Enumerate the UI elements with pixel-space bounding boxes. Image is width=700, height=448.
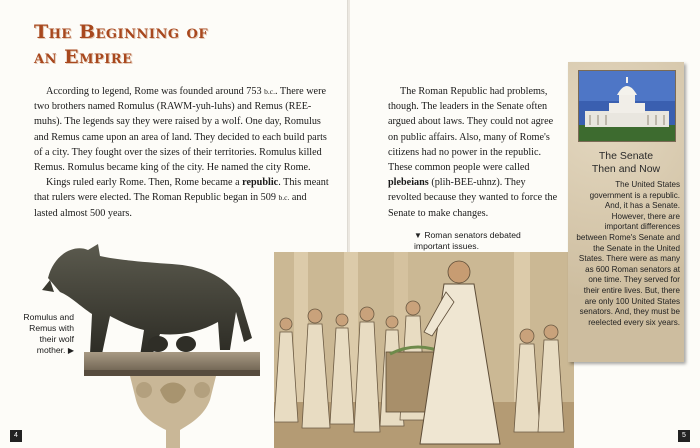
us-capitol-photo [578,70,676,142]
page-number-right: 5 [678,430,690,442]
right-body-text [388,84,560,221]
paragraph-plebeians: The Roman Republic had problems, though. The leaders in the Senate often argued about laws. They could not agree on public affairs. Also, many of Rome's citizens had no power in the republic. These common people were called plebeians (plih-BEE-uhnz). They revolted because they wanted to force the Senate to make changes. [388,86,558,219]
senators-caption: ▼ Roman senators debated important issues. [414,230,521,251]
sidebar-body: The United States government is a republic. And, it has a Senate. However, there are important differences between Rome's Senate and the Senate in the United States. There were as many as 600 Roman senators at one time. They served for their entire lives. But, there are only 100 United States senators. And, they must be reelected every six years. [576,180,680,327]
roman-senate-illustration [274,252,574,448]
senate-sidebar [568,62,684,362]
capitoline-wolf-photo [40,240,260,448]
sidebar-heading: The Senate Then and Now [591,150,661,175]
left-body-text [34,84,330,221]
page-number-left: 4 [10,430,22,442]
arrow-down-icon: ▼ [414,231,422,240]
wolf-caption: Romulus and Remus with their wolf mother. ▶ [23,312,74,355]
arrow-right-icon: ▶ [67,346,74,355]
paragraph-founding: According to legend, Rome was founded around 753 b.c.. There were two brothers named Romulus (RAWM-yuh-luhs) and Remus (REE-muhs). The legends say they were raised by a wolf. One day, Romulus and Remus came upon an area of land. They decided to each build parts of a city. They fought over the sizes of their territories. Romulus killed Remus. Romulus became king of the city. He named the city Rome. [34,86,327,174]
paragraph-republic: Kings ruled early Rome. Then, Rome became a republic. This meant that rulers were elected. The Roman Republic began in 509 b.c. and lasted almost 500 years. [34,177,329,219]
page-title: The Beginning of an Empire [34,21,209,68]
